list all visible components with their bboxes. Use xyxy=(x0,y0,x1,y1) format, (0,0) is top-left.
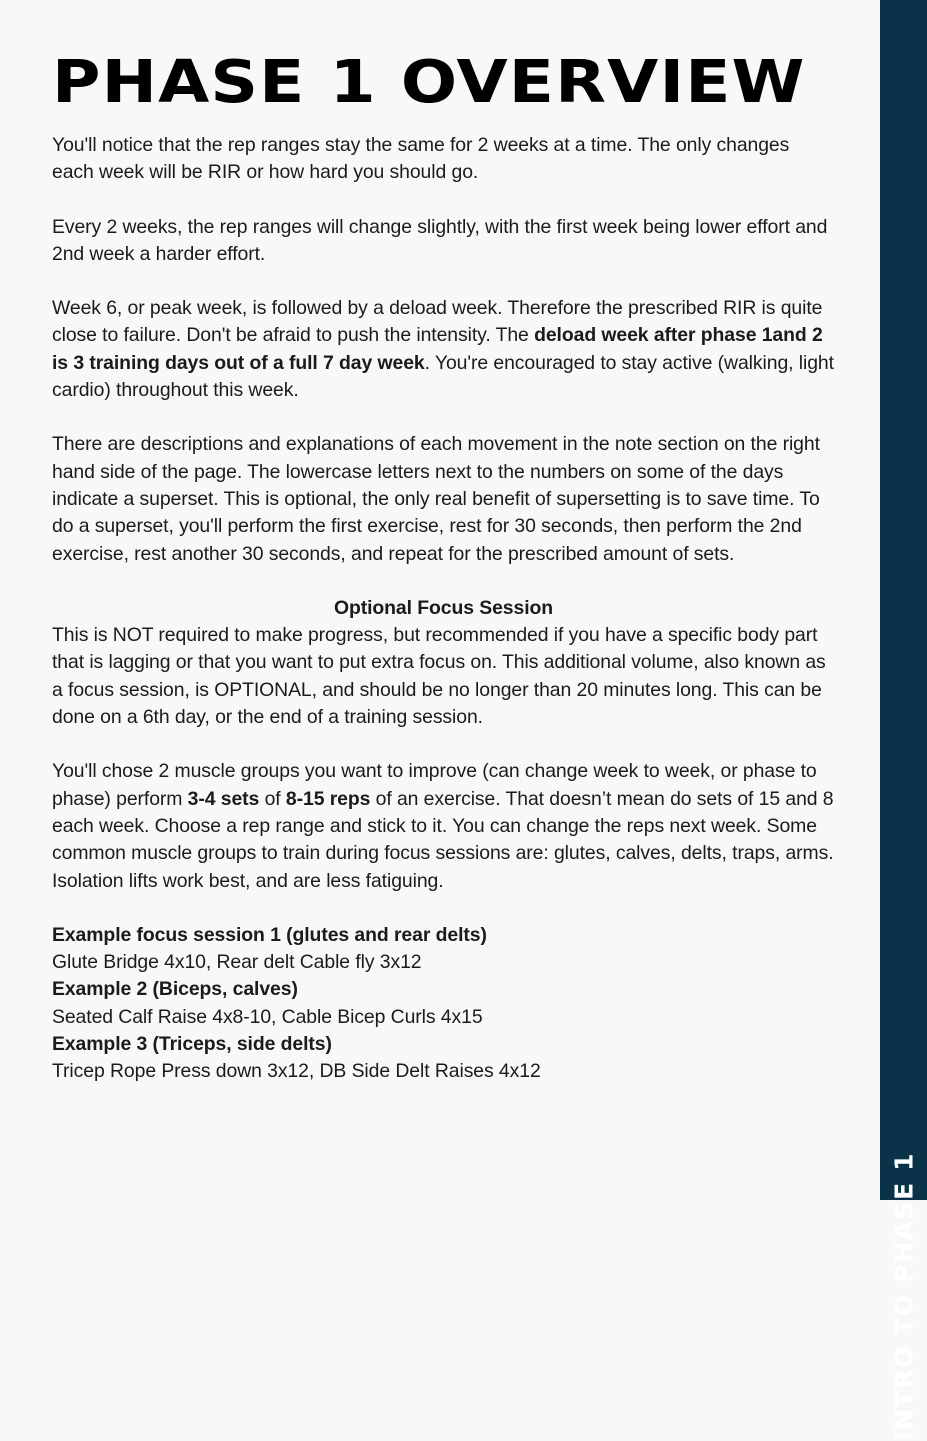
deload-week-emphasis: deload week after phase 1and 2 is 3 training days out of a full 7 day week xyxy=(52,324,823,374)
peak-week-text-tail: . You're encouraged to stay active (walking, light cardio) throughout this week. xyxy=(52,351,834,402)
example-detail: Glute Bridge 4x10, Rear delt Cable fly 3x12 xyxy=(52,951,422,974)
paragraph-focus-session-intro: This is NOT required to make progress, but recommended if you have a specific body part that is lagging or that you want to put extra focus on. This additional volume, also known as a focus session, is OPTIONAL, and should be no longer than 20 minutes long. This can be done on a 6th day, or the end of a training session. xyxy=(52,624,826,729)
prescription-text-tail: of an exercise. That doesn’t mean do sets of 15 and 8 each week. Choose a rep range and stick to it. You can change the reps next week. Some common muscle groups to train during focus sessions are: glutes, calves, delts, traps, arms. Isolation lifts work best, and are less fatiguing. xyxy=(52,787,834,892)
example-list xyxy=(52,922,835,1086)
paragraph-focus-session-prescription xyxy=(52,758,835,894)
paragraph-peak-week xyxy=(52,295,835,404)
body-copy xyxy=(52,132,835,1086)
example-heading: Example focus session 1 (glutes and rear delts) xyxy=(52,923,487,946)
example-heading: Example 2 (Biceps, calves) xyxy=(52,978,298,1001)
sets-emphasis: 3-4 sets xyxy=(187,787,260,810)
reps-emphasis: 8-15 reps xyxy=(285,787,371,810)
side-rail xyxy=(880,0,927,1441)
paragraph-rep-ranges: You'll notice that the rep ranges stay the same for 2 weeks at a time. The only changes each week will be RIR or how hard you should go. xyxy=(52,134,790,184)
example-detail: Seated Calf Raise 4x8-10, Cable Bicep Curls 4x15 xyxy=(52,1005,483,1028)
side-rail-label: INTRO TO PHASE 1 xyxy=(889,1152,918,1441)
page-title: PHASE 1 OVERVIEW xyxy=(52,46,806,117)
optional-focus-session-heading: Optional Focus Session xyxy=(333,596,554,619)
example-detail: Tricep Rope Press down 3x12, DB Side Delt Raises 4x12 xyxy=(52,1060,541,1083)
example-heading: Example 3 (Triceps, side delts) xyxy=(52,1033,332,1056)
prescription-text-mid: of xyxy=(259,787,286,810)
prescription-text-lead: You'll chose 2 muscle groups you want to improve (can change week to week, or phase to phase) perform xyxy=(52,760,817,810)
paragraph-two-week-change: Every 2 weeks, the rep ranges will change slightly, with the first week being lower effort and 2nd week a harder effort. xyxy=(52,215,828,265)
paragraph-superset-notes: There are descriptions and explanations of each movement in the note section on the right hand side of the page. The lowercase letters next to the numbers on some of the days indicate a superset. This is optional, the only real benefit of supersetting is to save time. To do a superset, you'll perform the first exercise, rest for 30 seconds, then perform the 2nd exercise, rest another 30 seconds, and repeat for the prescribed amount of sets. xyxy=(52,433,820,565)
peak-week-text-lead: Week 6, or peak week, is followed by a deload week. Therefore the prescribed RIR is quite close to failure. Don't be afraid to push the intensity. The xyxy=(52,297,823,347)
